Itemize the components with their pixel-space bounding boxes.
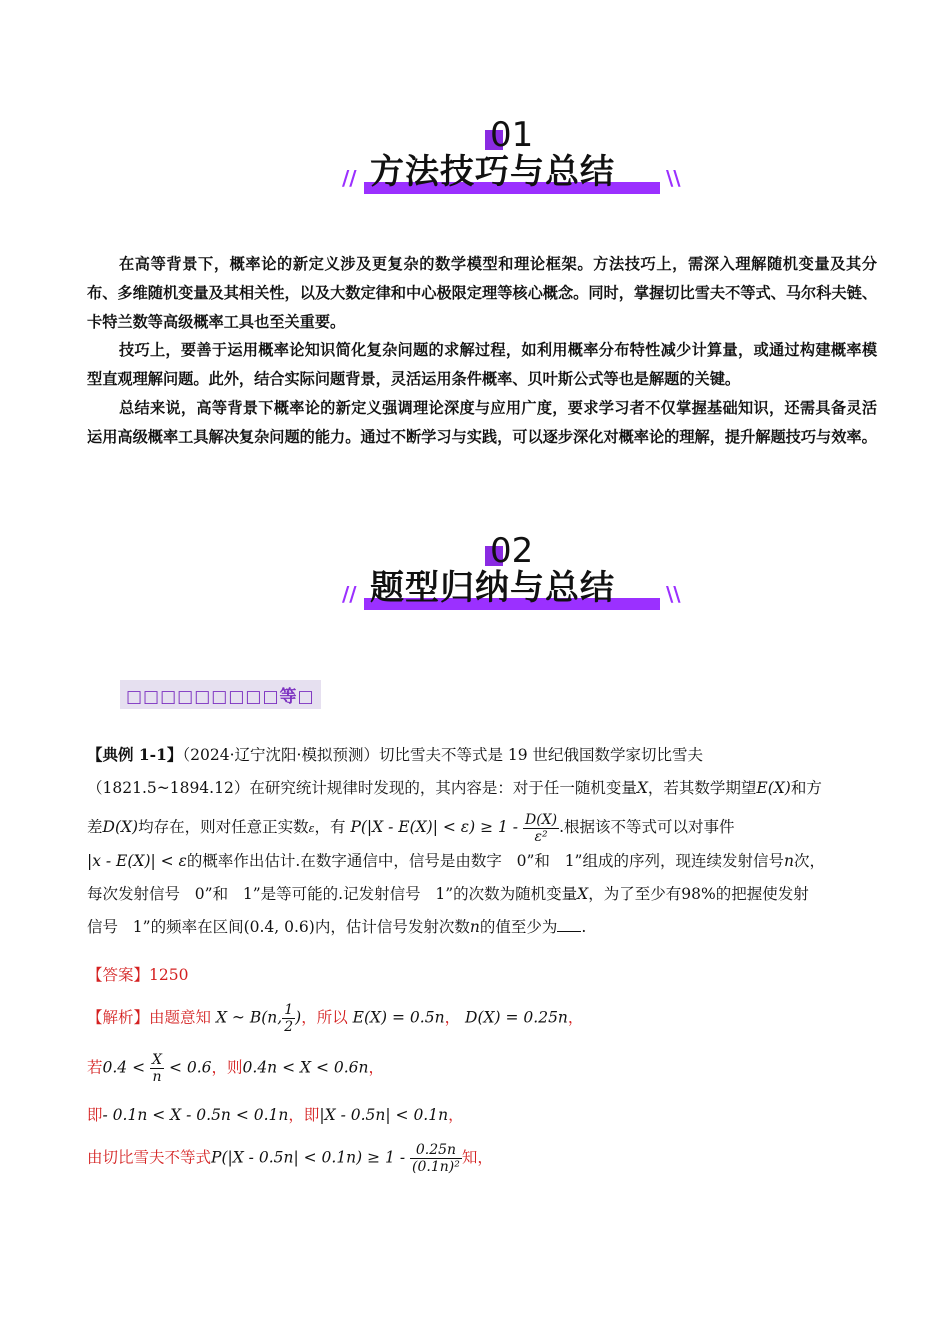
answer-tag: 【答案】 <box>87 966 150 984</box>
example-line-1: 【典例 1-1】（2024·辽宁沈阳·模拟预测）切比雪夫不等式是 19 世纪俄国数学家切比雪夫 <box>87 745 704 764</box>
intro-text <box>87 250 877 452</box>
intro-paragraph-1: 在高等背景下，概率论的新定义涉及更复杂的数学模型和理论框架。方法技巧上，需深入理解随机变量及其分布、多维随机变量及其相关性，以及大数定律和中心极限定理等核心概念。同时，掌握切比雪夫不等式、马尔科夫链、卡特兰数等高级概率工具也至关重要。 <box>87 255 877 331</box>
slash-decoration-right: \\ <box>666 582 681 606</box>
example-tag: 【典例 1-1】 <box>87 745 183 764</box>
example-line-3: 差D(X)均存在，则对任意正实数ε，有 P(|X - E(X)| < ε) ≥ 1 - $\frac{D(X)}{\text{ε²}}$ .根据该不等式可以对事件 <box>87 811 735 845</box>
example-line-5: 每次发射信号 0”和 1”是等可能的.记发射信号 1”的次数为随机变量X，为了至少有98%的把握使发射 <box>87 885 809 903</box>
section-heading-02 <box>340 532 680 622</box>
heading-number: 01 <box>490 115 534 155</box>
analysis-line-2: 若0.4 < $\frac{X}{n}$ < 0.6，则0.4n < X < 0.6n， <box>87 1052 385 1085</box>
analysis <box>87 1002 877 1175</box>
analysis-line-3: 即- 0.1n < X - 0.5n < 0.1n，即|X - 0.5n| < 0.1n， <box>87 1106 464 1124</box>
slash-decoration-left: // <box>342 166 357 190</box>
answer-blank <box>557 917 581 932</box>
fraction: $\frac{1}{2}$ <box>284 1002 294 1035</box>
example-line-2: （1821.5~1894.12）在研究统计规律时发现的，其内容是：对于任一随机变量X，若其数学期望E(X)和方 <box>87 779 822 797</box>
heading-title: 方法技巧与总结 <box>370 152 615 192</box>
fraction: $\frac{0.25n}{\text{(0.1n)²}}$ <box>412 1142 460 1175</box>
heading-title: 题型归纳与总结 <box>370 568 615 608</box>
example-problem <box>87 738 877 944</box>
analysis-line-4: 由切比雪夫不等式P(|X - 0.5n| < 0.1n) ≥ 1 - $\frac{0.25n}{\text{(0.1n)²}}$ 知， <box>87 1142 493 1175</box>
analysis-line-1: 【解析】由题意知 X ~ B(n, $\frac{1}{2}$ )，所以 E(X) = 0.5n， D(X) = 0.25n， <box>87 1002 584 1035</box>
fraction: $\frac{D(X)}{\text{ε²}}$ <box>524 811 558 845</box>
example-line-4: |x - E(X)| < ε的概率作出估计.在数字通信中，信号是由数字 0”和 1”组成的序列，现连续发射信号n次， <box>87 852 825 870</box>
answer-value: 1250 <box>149 966 189 984</box>
slash-decoration-left: // <box>342 582 357 606</box>
slash-decoration-right: \\ <box>666 166 681 190</box>
problem-type-label: □□□□□□□□□等□ <box>120 680 321 709</box>
example-line-6: 信号 1”的频率在区间(0.4, 0.6)内，估计信号发射次数n的值至少为 . <box>87 918 587 936</box>
analysis-tag: 【解析】 <box>87 1008 150 1027</box>
heading-number: 02 <box>490 531 534 571</box>
section-heading-01 <box>340 116 680 206</box>
chebyshev-inequality: P(|X - E(X)| < ε) ≥ 1 - <box>350 818 519 836</box>
fraction: $\frac{X}{n}$ <box>152 1052 162 1085</box>
intro-paragraph-3: 总结来说，高等背景下概率论的新定义强调理论深度与应用广度，要求学习者不仅掌握基础知识，还需具备灵活运用高级概率工具解决复杂问题的能力。通过不断学习与实践，可以逐步深化对概率论的理解，提升解题技巧与效率。 <box>87 398 877 446</box>
intro-paragraph-2: 技巧上，要善于运用概率论知识简化复杂问题的求解过程，如利用概率分布特性减少计算量，或通过构建概率模型直观理解问题。此外，结合实际问题背景，灵活运用条件概率、贝叶斯公式等也是解题的关键。 <box>87 341 877 389</box>
answer-line <box>87 964 877 986</box>
